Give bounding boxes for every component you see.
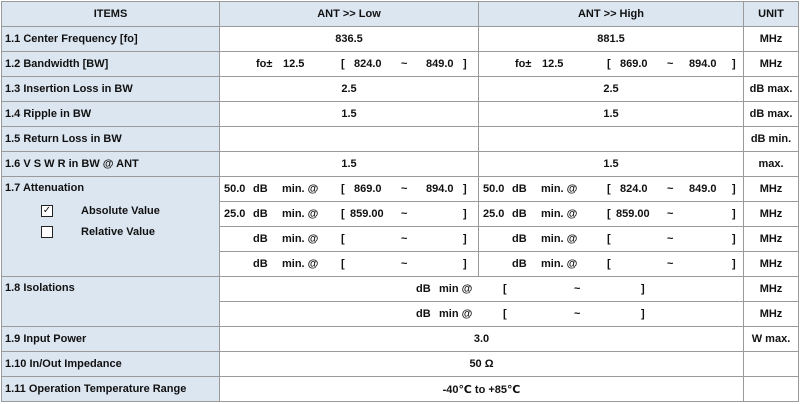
high-value (479, 227, 744, 252)
item-label: 1.10 In/Out Impedance (2, 352, 220, 377)
att-value: 50.0 (224, 183, 246, 195)
range-tilde: ~ (401, 233, 408, 245)
att-value: 25.0 (224, 208, 246, 220)
range-tilde: ~ (667, 233, 674, 245)
item-label: 1.9 Input Power (2, 327, 220, 352)
range-start: 859.00 (350, 208, 384, 220)
min-label: min. @ (282, 258, 319, 270)
att-value: 25.0 (483, 208, 505, 220)
row-temperature (2, 377, 799, 402)
item-label: 1.3 Insertion Loss in BW (2, 77, 220, 102)
checkbox-checked-icon[interactable]: ✓ (42, 204, 52, 216)
low-value: 2.5 (220, 77, 479, 102)
item-label: 1.2 Bandwidth [BW] (2, 52, 220, 77)
bracket-close: ] (732, 233, 736, 245)
low-value: 1.5 (220, 102, 479, 127)
header-ant-high: ANT >> High (479, 2, 744, 27)
unit-value: MHz (744, 302, 799, 327)
range-start: 824.0 (620, 183, 648, 195)
min-label: min. @ (541, 183, 578, 195)
bracket-open: [ (607, 233, 611, 245)
range-start: 869.0 (354, 183, 382, 195)
unit-value: MHz (744, 202, 799, 227)
db-label: dB (512, 208, 527, 220)
row-center-frequency (2, 27, 799, 52)
min-label: min. @ (282, 233, 319, 245)
db-label: dB (416, 283, 431, 295)
bracket-close: ] (463, 258, 467, 270)
low-value: 1.5 (220, 152, 479, 177)
bw-value: 12.5 (542, 58, 564, 70)
db-label: dB (253, 208, 268, 220)
bracket-close: ] (463, 208, 467, 220)
absolute-value-label: Absolute Value (81, 204, 160, 217)
range-tilde: ~ (574, 308, 581, 320)
unit-value: MHz (744, 52, 799, 77)
high-value (479, 202, 744, 227)
unit-value: MHz (744, 227, 799, 252)
row-input-power (2, 327, 799, 352)
min-label: min @ (439, 283, 473, 295)
bracket-open: [ (341, 258, 345, 270)
db-label: dB (253, 183, 268, 195)
high-value: 881.5 (479, 27, 744, 52)
header-items: ITEMS (2, 2, 220, 27)
bracket-open: [ (503, 283, 507, 295)
fo-label: fo± (256, 58, 273, 70)
item-label: 1.6 V S W R in BW @ ANT (2, 152, 220, 177)
db-label: dB (512, 258, 527, 270)
spec-table (1, 1, 799, 402)
bracket-open: [ (607, 208, 611, 220)
range-tilde: ~ (401, 208, 408, 220)
low-value (220, 252, 479, 277)
high-value: 2.5 (479, 77, 744, 102)
bracket-close: ] (732, 58, 736, 70)
low-value: 836.5 (220, 27, 479, 52)
range-tilde: ~ (401, 183, 408, 195)
bracket-open: [ (341, 233, 345, 245)
item-label: 1.11 Operation Temperature Range (2, 377, 220, 402)
unit-value: MHz (744, 27, 799, 52)
absolute-value-option[interactable] (5, 200, 219, 221)
min-label: min. @ (282, 183, 319, 195)
attenuation-cell (2, 177, 220, 277)
range-tilde: ~ (574, 283, 581, 295)
bracket-close: ] (732, 258, 736, 270)
att-value: 50.0 (483, 183, 505, 195)
range-tilde: ~ (667, 183, 674, 195)
db-label: dB (512, 183, 527, 195)
range-end: 894.0 (426, 183, 454, 195)
low-value (220, 127, 479, 152)
row-impedance (2, 352, 799, 377)
item-label: 1.5 Return Loss in BW (2, 127, 220, 152)
bw-value: 12.5 (283, 58, 305, 70)
isolation-value (220, 302, 744, 327)
range-end: 849.0 (426, 58, 454, 70)
db-label: dB (253, 233, 268, 245)
range-tilde: ~ (667, 208, 674, 220)
item-label: 1.1 Center Frequency [fo] (2, 27, 220, 52)
high-value (479, 177, 744, 202)
header-unit: UNIT (744, 2, 799, 27)
high-value (479, 52, 744, 77)
low-value (220, 52, 479, 77)
unit-value: MHz (744, 252, 799, 277)
range-start: 869.0 (620, 58, 648, 70)
high-value (479, 127, 744, 152)
min-label: min. @ (282, 208, 319, 220)
bracket-close: ] (641, 283, 645, 295)
header-ant-low: ANT >> Low (220, 2, 479, 27)
bracket-close: ] (463, 233, 467, 245)
db-label: dB (512, 233, 527, 245)
bracket-close: ] (641, 308, 645, 320)
db-label: dB (253, 258, 268, 270)
bracket-close: ] (463, 183, 467, 195)
bracket-open: [ (341, 208, 345, 220)
row-isolations-1 (2, 277, 799, 302)
row-return-loss (2, 127, 799, 152)
unit-value (744, 352, 799, 377)
db-label: dB (416, 308, 431, 320)
range-start: 824.0 (354, 58, 382, 70)
unit-value: MHz (744, 277, 799, 302)
unit-value: W max. (744, 327, 799, 352)
unit-value: dB max. (744, 77, 799, 102)
isolations-cell (2, 277, 220, 327)
header-row (2, 2, 799, 27)
bracket-open: [ (503, 308, 507, 320)
unit-value: MHz (744, 177, 799, 202)
high-value: 1.5 (479, 102, 744, 127)
high-value (479, 252, 744, 277)
range-start: 859.00 (616, 208, 650, 220)
row-bandwidth (2, 52, 799, 77)
row-ripple (2, 102, 799, 127)
bracket-open: [ (341, 183, 345, 195)
range-tilde: ~ (667, 258, 674, 270)
temperature-value: -40℃ to +85℃ (220, 377, 744, 402)
low-value (220, 177, 479, 202)
row-vswr (2, 152, 799, 177)
bracket-close: ] (732, 208, 736, 220)
row-attenuation-1 (2, 177, 799, 202)
relative-value-option[interactable] (5, 221, 219, 242)
range-end: 894.0 (689, 58, 717, 70)
isolation-value (220, 277, 744, 302)
bracket-open: [ (607, 258, 611, 270)
fo-label: fo± (515, 58, 532, 70)
impedance-value: 50 Ω (220, 352, 744, 377)
input-power-value: 3.0 (220, 327, 744, 352)
relative-value-label: Relative Value (81, 225, 155, 238)
checkbox-unchecked-icon[interactable] (41, 226, 53, 238)
unit-value (744, 377, 799, 402)
range-tilde: ~ (667, 58, 674, 70)
item-label: 1.4 Ripple in BW (2, 102, 220, 127)
unit-value: dB max. (744, 102, 799, 127)
range-end: 849.0 (689, 183, 717, 195)
min-label: min @ (439, 308, 473, 320)
range-tilde: ~ (401, 258, 408, 270)
bracket-open: [ (607, 183, 611, 195)
low-value (220, 227, 479, 252)
unit-value: dB min. (744, 127, 799, 152)
item-label: 1.7 Attenuation (5, 182, 85, 194)
item-label: 1.8 Isolations (5, 282, 75, 294)
bracket-close: ] (732, 183, 736, 195)
min-label: min. @ (541, 258, 578, 270)
bracket-close: ] (463, 58, 467, 70)
bracket-open: [ (341, 58, 345, 70)
low-value (220, 202, 479, 227)
row-insertion-loss (2, 77, 799, 102)
bracket-open: [ (607, 58, 611, 70)
high-value: 1.5 (479, 152, 744, 177)
range-tilde: ~ (401, 58, 408, 70)
unit-value: max. (744, 152, 799, 177)
min-label: min. @ (541, 208, 578, 220)
min-label: min. @ (541, 233, 578, 245)
